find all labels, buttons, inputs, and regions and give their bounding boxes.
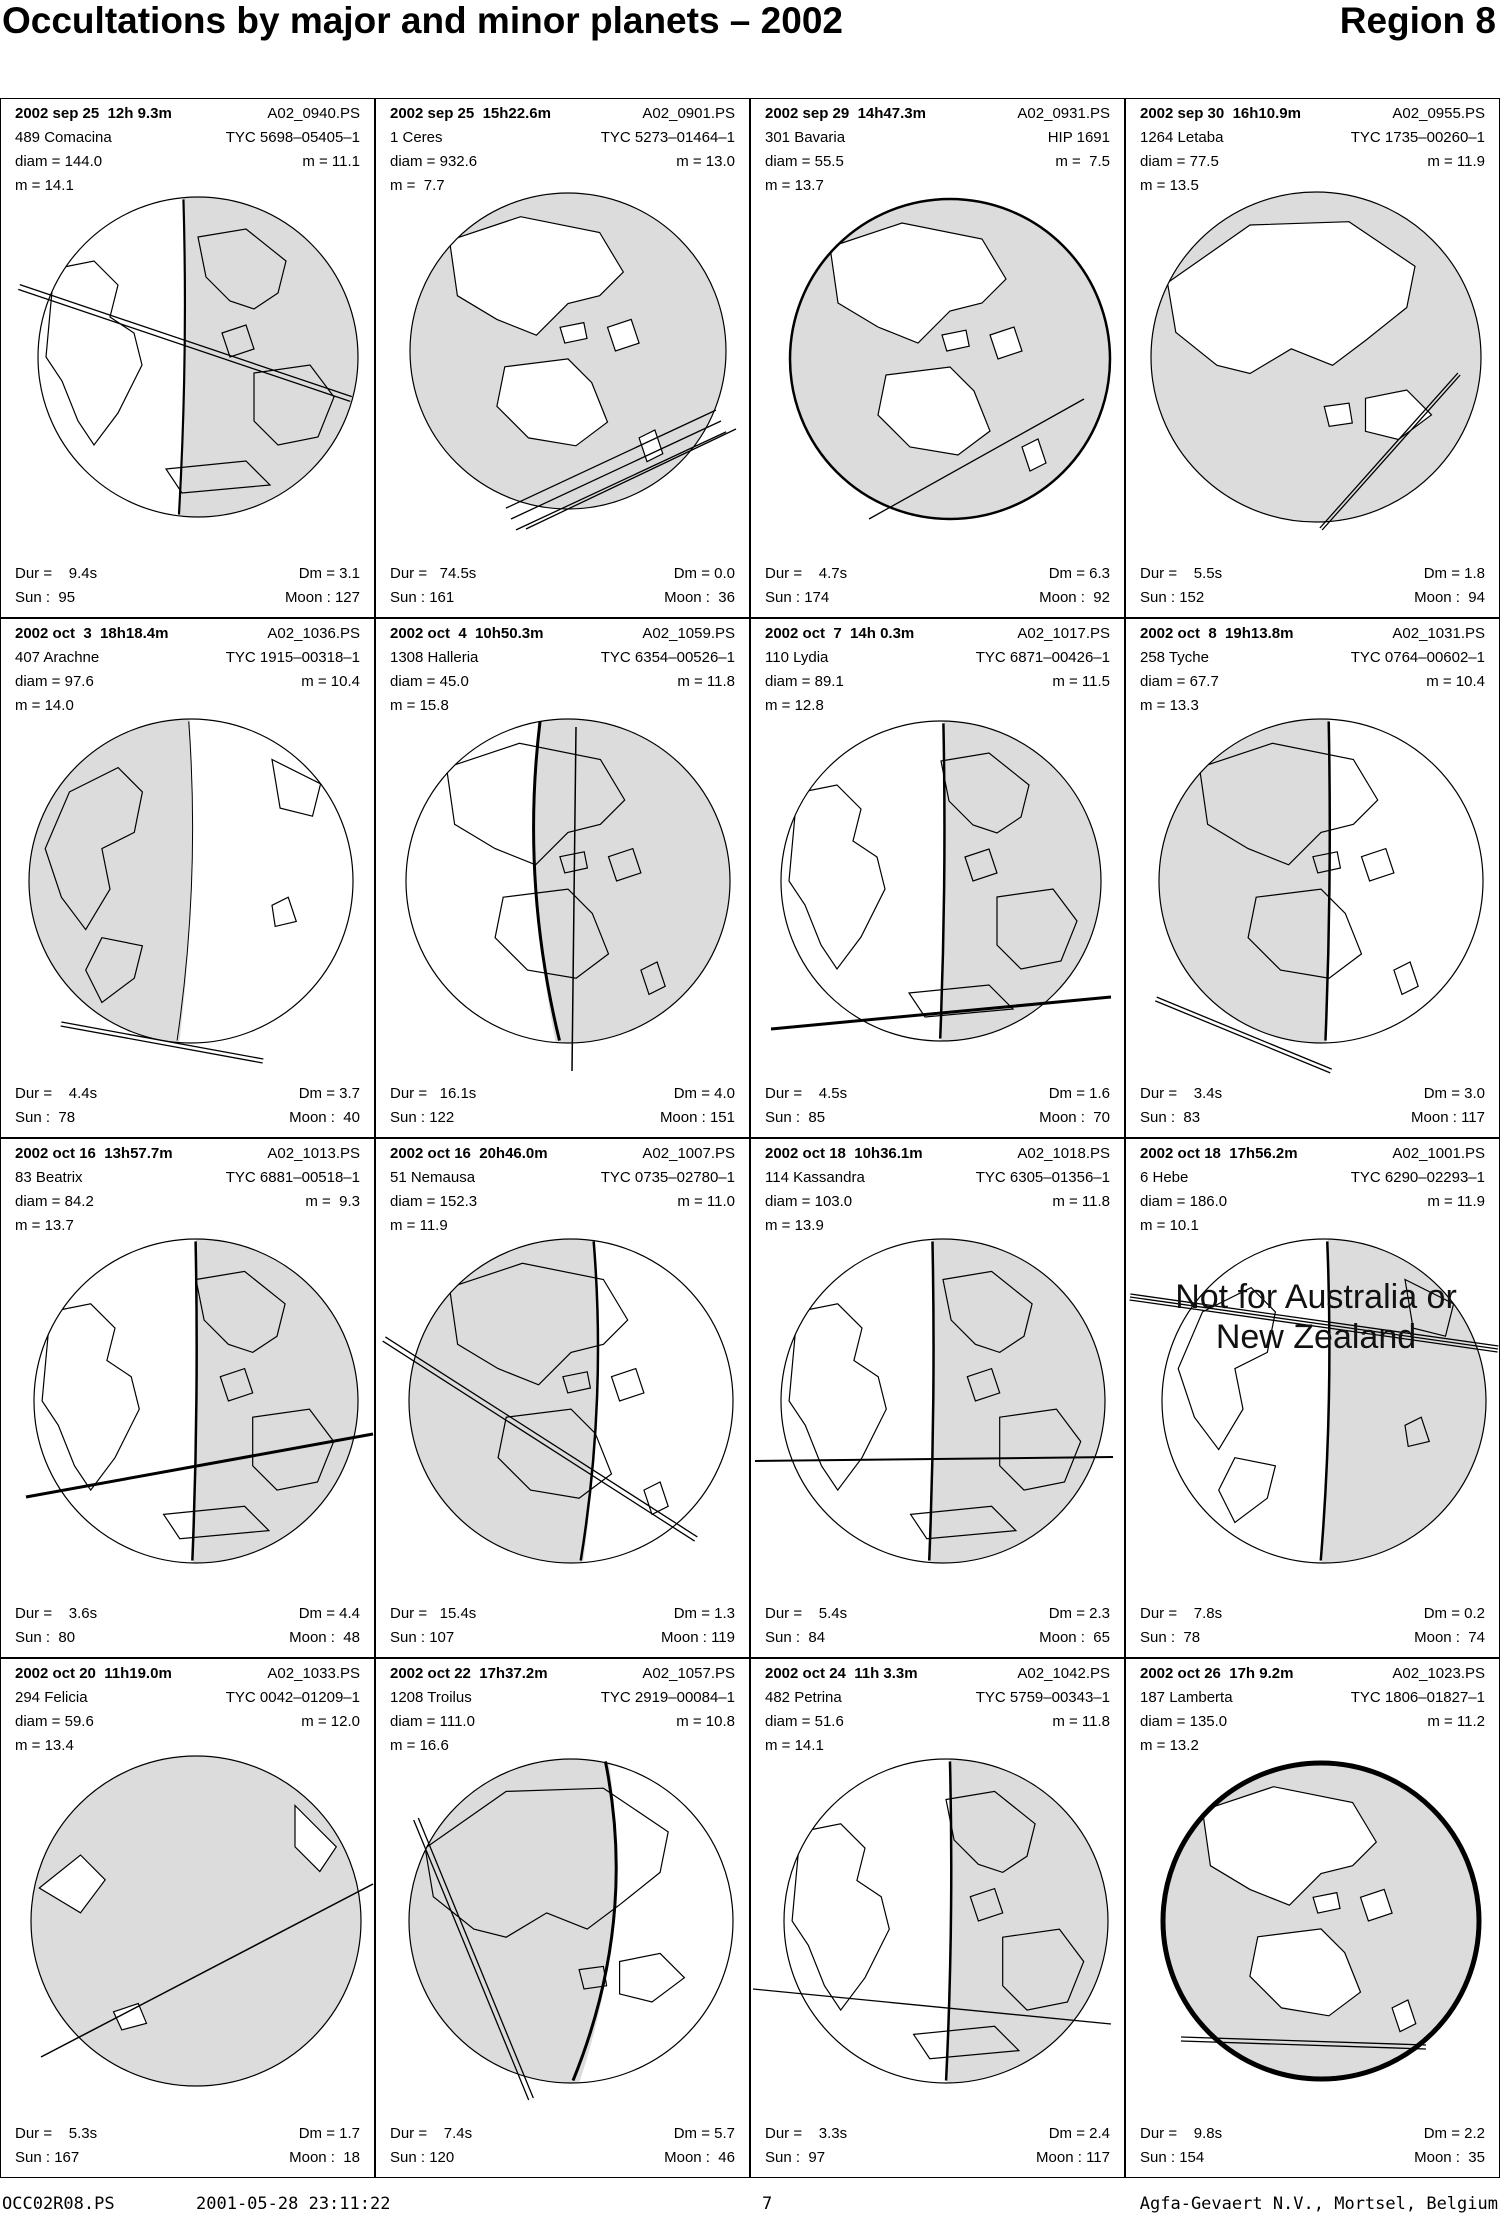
page-footer xyxy=(0,2194,1500,2220)
duration: Dur = 9.8s xyxy=(1140,2125,1223,2142)
duration: Dur = 3.4s xyxy=(1140,1085,1223,1102)
magnitude-drop: Dm = 2.2 xyxy=(1423,2125,1485,2142)
event-datetime: 2002 oct 24 11h 3.3m xyxy=(765,1665,918,1682)
duration: Dur = 74.5s xyxy=(390,565,477,582)
event-panel xyxy=(0,98,375,618)
moon-elongation: Moon : 65 xyxy=(1039,1629,1110,1646)
asteroid-name: 110 Lydia xyxy=(765,649,829,666)
star-magnitude: m = 11.0 xyxy=(677,1193,735,1210)
asteroid-diameter: diam = 97.6 xyxy=(15,673,94,690)
moon-elongation: Moon : 127 xyxy=(284,589,360,606)
asteroid-magnitude: m = 7.7 xyxy=(390,177,445,194)
event-file: A02_1059.PS xyxy=(642,625,735,642)
land-outline xyxy=(1219,1458,1276,1523)
moon-elongation: Moon : 48 xyxy=(289,1629,360,1646)
star-id: HIP 1691 xyxy=(1047,129,1110,146)
star-magnitude: m = 11.2 xyxy=(1427,1713,1485,1730)
sun-elongation: Sun : 152 xyxy=(1140,589,1205,606)
star-magnitude: m = 11.8 xyxy=(1052,1193,1110,1210)
event-file: A02_1042.PS xyxy=(1017,1665,1110,1682)
star-id: TYC 2919–00084–1 xyxy=(600,1689,735,1706)
asteroid-magnitude: m = 10.1 xyxy=(1140,1217,1199,1234)
asteroid-diameter: diam = 84.2 xyxy=(15,1193,94,1210)
land-outline xyxy=(1324,403,1352,426)
footer-page-number: 7 xyxy=(762,2194,773,2214)
star-id: TYC 5698–05405–1 xyxy=(225,129,360,146)
asteroid-diameter: diam = 51.6 xyxy=(765,1713,844,1730)
star-id: TYC 5759–00343–1 xyxy=(975,1689,1110,1706)
event-panel xyxy=(1125,1658,1500,2178)
magnitude-drop: Dm = 6.3 xyxy=(1048,565,1110,582)
asteroid-magnitude: m = 13.2 xyxy=(1140,1737,1199,1754)
visibility-warning: Not for Australia or New Zealand xyxy=(1175,1278,1457,1356)
asteroid-diameter: diam = 186.0 xyxy=(1140,1193,1228,1210)
star-id: TYC 6354–00526–1 xyxy=(600,649,735,666)
asteroid-name: 6 Hebe xyxy=(1140,1169,1189,1186)
event-file: A02_1018.PS xyxy=(1017,1145,1110,1162)
footer-file: OCC02R08.PS xyxy=(2,2194,115,2214)
asteroid-name: 294 Felicia xyxy=(15,1689,88,1706)
event-datetime: 2002 oct 8 19h13.8m xyxy=(1140,625,1294,642)
sun-elongation: Sun : 154 xyxy=(1140,2149,1205,2166)
asteroid-diameter: diam = 144.0 xyxy=(15,153,103,170)
star-magnitude: m = 11.1 xyxy=(302,153,360,170)
moon-elongation: Moon : 36 xyxy=(664,589,735,606)
asteroid-diameter: diam = 111.0 xyxy=(390,1713,475,1730)
star-id: TYC 1915–00318–1 xyxy=(225,649,360,666)
event-panel xyxy=(1125,618,1500,1138)
sun-elongation: Sun : 97 xyxy=(765,2149,826,2166)
event-datetime: 2002 oct 20 11h19.0m xyxy=(15,1665,172,1682)
asteroid-diameter: diam = 103.0 xyxy=(765,1193,853,1210)
sun-elongation: Sun : 161 xyxy=(390,589,455,606)
moon-elongation: Moon : 94 xyxy=(1414,589,1485,606)
asteroid-diameter: diam = 67.7 xyxy=(1140,673,1219,690)
asteroid-diameter: diam = 77.5 xyxy=(1140,153,1219,170)
star-id: TYC 1806–01827–1 xyxy=(1350,1689,1485,1706)
event-panel xyxy=(1125,1138,1500,1658)
asteroid-magnitude: m = 13.4 xyxy=(15,1737,74,1754)
event-datetime: 2002 oct 18 10h36.1m xyxy=(765,1145,923,1162)
asteroid-diameter: diam = 135.0 xyxy=(1140,1713,1228,1730)
moon-elongation: Moon : 151 xyxy=(659,1109,735,1126)
sun-elongation: Sun : 80 xyxy=(15,1629,76,1646)
star-magnitude: m = 10.4 xyxy=(1426,673,1485,690)
footer-datetime: 2001-05-28 23:11:22 xyxy=(196,2194,391,2214)
sun-elongation: Sun : 85 xyxy=(765,1109,826,1126)
duration: Dur = 7.8s xyxy=(1140,1605,1223,1622)
land-outline xyxy=(1362,849,1394,881)
asteroid-name: 1 Ceres xyxy=(390,129,443,146)
asteroid-name: 258 Tyche xyxy=(1140,649,1209,666)
event-panel xyxy=(750,1138,1125,1658)
sun-elongation: Sun : 83 xyxy=(1140,1109,1201,1126)
asteroid-name: 407 Arachne xyxy=(15,649,100,666)
star-magnitude: m = 10.8 xyxy=(676,1713,735,1730)
moon-elongation: Moon : 46 xyxy=(664,2149,735,2166)
event-file: A02_1017.PS xyxy=(1017,625,1110,642)
star-magnitude: m = 13.0 xyxy=(676,153,735,170)
sun-elongation: Sun : 120 xyxy=(390,2149,455,2166)
asteroid-name: 489 Comacina xyxy=(15,129,112,146)
event-panel xyxy=(375,618,750,1138)
event-file: A02_1057.PS xyxy=(642,1665,735,1682)
magnitude-drop: Dm = 5.7 xyxy=(673,2125,735,2142)
duration: Dur = 3.3s xyxy=(765,2125,848,2142)
asteroid-name: 187 Lamberta xyxy=(1140,1689,1233,1706)
star-magnitude: m = 7.5 xyxy=(1055,153,1110,170)
sun-elongation: Sun : 78 xyxy=(1140,1629,1201,1646)
magnitude-drop: Dm = 3.1 xyxy=(298,565,360,582)
event-panel xyxy=(375,98,750,618)
footer-org: Agfa-Gevaert N.V., Mortsel, Belgium xyxy=(1139,2194,1498,2214)
event-file: A02_1033.PS xyxy=(267,1665,360,1682)
star-id: TYC 6871–00426–1 xyxy=(975,649,1110,666)
event-panel xyxy=(375,1658,750,2178)
moon-elongation: Moon : 117 xyxy=(1411,1109,1485,1126)
asteroid-magnitude: m = 13.7 xyxy=(15,1217,74,1234)
asteroid-magnitude: m = 15.8 xyxy=(390,697,449,714)
sun-elongation: Sun : 122 xyxy=(390,1109,455,1126)
land-outline xyxy=(792,1824,889,2010)
event-file: A02_1036.PS xyxy=(267,625,360,642)
asteroid-magnitude: m = 13.5 xyxy=(1140,177,1199,194)
asteroid-name: 51 Nemausa xyxy=(390,1169,476,1186)
magnitude-drop: Dm = 4.0 xyxy=(673,1085,735,1102)
event-datetime: 2002 oct 3 18h18.4m xyxy=(15,625,169,642)
land-outline xyxy=(789,1304,886,1490)
event-datetime: 2002 oct 18 17h56.2m xyxy=(1140,1145,1298,1162)
event-file: A02_0901.PS xyxy=(642,105,735,122)
magnitude-drop: Dm = 1.7 xyxy=(298,2125,360,2142)
shaded-hemisphere xyxy=(1321,1221,1500,1580)
star-magnitude: m = 11.9 xyxy=(1427,1193,1485,1210)
asteroid-name: 301 Bavaria xyxy=(765,129,846,146)
asteroid-diameter: diam = 55.5 xyxy=(765,153,844,170)
star-id: TYC 0764–00602–1 xyxy=(1350,649,1485,666)
moon-elongation: Moon : 92 xyxy=(1039,589,1110,606)
sun-elongation: Sun : 167 xyxy=(15,2149,80,2166)
event-datetime: 2002 sep 29 14h47.3m xyxy=(765,105,926,122)
duration: Dur = 5.5s xyxy=(1140,565,1223,582)
duration: Dur = 4.5s xyxy=(765,1085,848,1102)
magnitude-drop: Dm = 3.7 xyxy=(298,1085,360,1102)
sun-elongation: Sun : 174 xyxy=(765,589,830,606)
event-file: A02_1023.PS xyxy=(1392,1665,1485,1682)
duration: Dur = 5.4s xyxy=(765,1605,848,1622)
star-magnitude: m = 11.8 xyxy=(677,673,735,690)
magnitude-drop: Dm = 1.3 xyxy=(673,1605,735,1622)
star-id: TYC 6305–01356–1 xyxy=(975,1169,1110,1186)
magnitude-drop: Dm = 2.4 xyxy=(1048,2125,1110,2142)
star-magnitude: m = 11.9 xyxy=(1427,153,1485,170)
land-outline xyxy=(620,1953,685,2002)
asteroid-magnitude: m = 16.6 xyxy=(390,1737,449,1754)
moon-elongation: Moon : 40 xyxy=(289,1109,360,1126)
duration: Dur = 16.1s xyxy=(390,1085,477,1102)
land-outline xyxy=(272,760,321,817)
magnitude-drop: Dm = 4.4 xyxy=(298,1605,360,1622)
star-id: TYC 0042–01209–1 xyxy=(225,1689,360,1706)
event-panel xyxy=(750,618,1125,1138)
land-outline xyxy=(644,1482,668,1514)
moon-elongation: Moon : 35 xyxy=(1414,2149,1485,2166)
asteroid-diameter: diam = 45.0 xyxy=(390,673,469,690)
moon-elongation: Moon : 74 xyxy=(1414,1629,1485,1646)
moon-elongation: Moon : 70 xyxy=(1039,1109,1110,1126)
asteroid-diameter: diam = 152.3 xyxy=(390,1193,478,1210)
page-title: Occultations by major and minor planets – 2002 xyxy=(2,0,843,41)
moon-elongation: Moon : 119 xyxy=(661,1629,735,1646)
land-outline xyxy=(46,261,142,445)
magnitude-drop: Dm = 0.0 xyxy=(673,565,735,582)
duration: Dur = 4.7s xyxy=(765,565,848,582)
event-datetime: 2002 oct 16 13h57.7m xyxy=(15,1145,173,1162)
asteroid-magnitude: m = 14.1 xyxy=(15,177,74,194)
event-datetime: 2002 oct 22 17h37.2m xyxy=(390,1665,548,1682)
star-magnitude: m = 11.5 xyxy=(1052,673,1110,690)
asteroid-diameter: diam = 89.1 xyxy=(765,673,844,690)
event-panel xyxy=(1125,98,1500,618)
sun-elongation: Sun : 84 xyxy=(765,1629,826,1646)
sun-elongation: Sun : 78 xyxy=(15,1109,76,1126)
event-file: A02_1001.PS xyxy=(1392,1145,1485,1162)
asteroid-name: 1308 Halleria xyxy=(390,649,479,666)
star-id: TYC 6290–02293–1 xyxy=(1350,1169,1485,1186)
star-id: TYC 1735–00260–1 xyxy=(1350,129,1485,146)
asteroid-magnitude: m = 13.7 xyxy=(765,177,824,194)
duration: Dur = 15.4s xyxy=(390,1605,477,1622)
event-panel xyxy=(750,1658,1125,2178)
magnitude-drop: Dm = 2.3 xyxy=(1048,1605,1110,1622)
asteroid-diameter: diam = 59.6 xyxy=(15,1713,94,1730)
event-panel xyxy=(0,618,375,1138)
duration: Dur = 3.6s xyxy=(15,1605,98,1622)
event-datetime: 2002 oct 7 14h 0.3m xyxy=(765,625,915,642)
event-datetime: 2002 sep 25 15h22.6m xyxy=(390,105,551,122)
event-panel xyxy=(0,1658,375,2178)
event-file: A02_1007.PS xyxy=(642,1145,735,1162)
land-outline xyxy=(42,1304,139,1490)
magnitude-drop: Dm = 3.0 xyxy=(1423,1085,1485,1102)
event-file: A02_1013.PS xyxy=(267,1145,360,1162)
event-panel xyxy=(750,98,1125,618)
event-datetime: 2002 oct 16 20h46.0m xyxy=(390,1145,548,1162)
star-magnitude: m = 10.4 xyxy=(301,673,360,690)
magnitude-drop: Dm = 1.6 xyxy=(1048,1085,1110,1102)
event-datetime: 2002 oct 4 10h50.3m xyxy=(390,625,544,642)
event-file: A02_0931.PS xyxy=(1017,105,1110,122)
star-id: TYC 0735–02780–1 xyxy=(600,1169,735,1186)
star-magnitude: m = 9.3 xyxy=(305,1193,360,1210)
asteroid-diameter: diam = 932.6 xyxy=(390,153,478,170)
sun-elongation: Sun : 107 xyxy=(390,1629,455,1646)
land-outline xyxy=(272,897,296,926)
event-panel xyxy=(375,1138,750,1658)
land-outline xyxy=(789,785,885,969)
asteroid-name: 114 Kassandra xyxy=(765,1169,865,1186)
asteroid-name: 1208 Troilus xyxy=(390,1689,472,1706)
event-file: A02_0955.PS xyxy=(1392,105,1485,122)
asteroid-name: 1264 Letaba xyxy=(1140,129,1224,146)
duration: Dur = 5.3s xyxy=(15,2125,98,2142)
occultation-grid xyxy=(0,98,1500,2178)
event-datetime: 2002 oct 26 17h 9.2m xyxy=(1140,1665,1294,1682)
moon-elongation: Moon : 117 xyxy=(1036,2149,1110,2166)
magnitude-drop: Dm = 0.2 xyxy=(1423,1605,1485,1622)
magnitude-drop: Dm = 1.8 xyxy=(1423,565,1485,582)
event-file: A02_1031.PS xyxy=(1392,625,1485,642)
region-label: Region 8 xyxy=(1339,0,1496,41)
asteroid-magnitude: m = 14.1 xyxy=(765,1737,824,1754)
duration: Dur = 4.4s xyxy=(15,1085,98,1102)
asteroid-magnitude: m = 14.0 xyxy=(15,697,74,714)
sun-elongation: Sun : 95 xyxy=(15,589,76,606)
star-magnitude: m = 11.8 xyxy=(1052,1713,1110,1730)
asteroid-magnitude: m = 13.9 xyxy=(765,1217,824,1234)
duration: Dur = 9.4s xyxy=(15,565,98,582)
asteroid-magnitude: m = 12.8 xyxy=(765,697,824,714)
asteroid-magnitude: m = 13.3 xyxy=(1140,697,1199,714)
asteroid-magnitude: m = 11.9 xyxy=(390,1217,448,1234)
star-magnitude: m = 12.0 xyxy=(301,1713,360,1730)
land-outline xyxy=(612,1369,644,1401)
duration: Dur = 7.4s xyxy=(390,2125,473,2142)
star-id: TYC 5273–01464–1 xyxy=(600,129,735,146)
event-datetime: 2002 sep 30 16h10.9m xyxy=(1140,105,1301,122)
event-panel xyxy=(0,1138,375,1658)
event-file: A02_0940.PS xyxy=(267,105,360,122)
land-outline xyxy=(1394,962,1418,994)
event-datetime: 2002 sep 25 12h 9.3m xyxy=(15,105,172,122)
star-id: TYC 6881–00518–1 xyxy=(225,1169,360,1186)
moon-elongation: Moon : 18 xyxy=(289,2149,360,2166)
asteroid-name: 482 Petrina xyxy=(765,1689,842,1706)
asteroid-name: 83 Beatrix xyxy=(15,1169,83,1186)
